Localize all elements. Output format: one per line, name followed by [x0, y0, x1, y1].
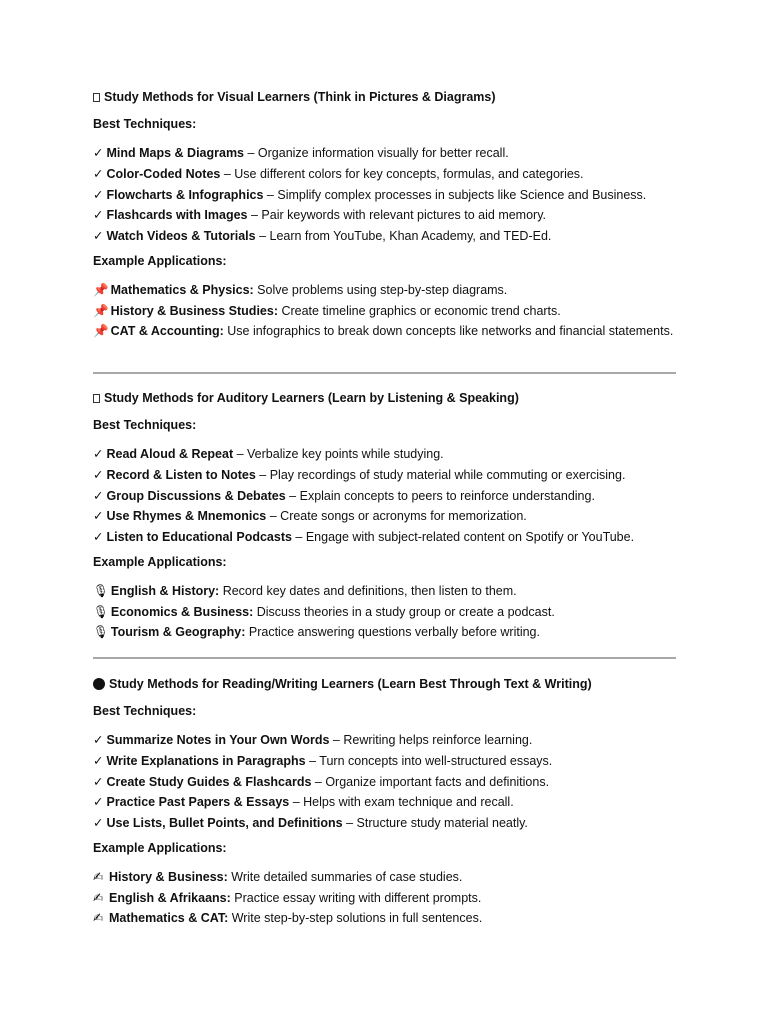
application-item: ✍ Mathematics & CAT: Write step-by-step solutions in full sentences. — [93, 909, 676, 927]
microphone-icon: 🎙 — [93, 604, 109, 619]
check-icon: ✓ — [93, 467, 104, 482]
application-item: ✍ English & Afrikaans: Practice essay writing with different prompts. — [93, 889, 676, 907]
application-item: 🎙 English & History: Record key dates and definitions, then listen to them. — [93, 582, 676, 600]
missing-glyph-icon — [93, 394, 100, 403]
check-icon: ✓ — [93, 795, 104, 810]
techniques-label: Best Techniques: — [93, 418, 197, 433]
technique-item: ✓ Flowcharts & Infographics – Simplify complex processes in subjects like Science and Business. — [93, 187, 647, 202]
check-icon: ✓ — [93, 815, 104, 830]
technique-item: ✓ Flashcards with Images – Pair keywords with relevant pictures to aid memory. — [93, 208, 547, 223]
applications-label: Example Applications: — [93, 253, 227, 268]
check-icon: ✓ — [93, 529, 104, 544]
technique-item: ✓ Write Explanations in Paragraphs – Turn concepts into well-structured essays. — [93, 753, 553, 768]
pushpin-icon: 📌 — [93, 303, 109, 318]
section-reading-writing — [93, 675, 676, 930]
check-icon: ✓ — [93, 228, 104, 243]
check-icon: ✓ — [93, 447, 104, 462]
check-icon: ✓ — [93, 509, 104, 524]
microphone-icon: 🎙 — [93, 584, 109, 598]
applications-list — [93, 582, 676, 641]
check-icon: ✓ — [93, 774, 104, 789]
applications-list — [93, 868, 676, 927]
technique-item: ✓ Color-Coded Notes – Use different colors for key concepts, formulas, and categories. — [93, 166, 584, 181]
section-heading: Study Methods for Visual Learners (Think in Pictures & Diagrams) — [93, 88, 676, 106]
technique-item: ✓ Use Lists, Bullet Points, and Definitions – Structure study material neatly. — [93, 815, 528, 830]
check-icon: ✓ — [93, 146, 104, 161]
application-item: 📌 Mathematics & Physics: Solve problems using step-by-step diagrams. — [93, 281, 676, 299]
writing-hand-icon: ✍ — [93, 911, 104, 926]
section-auditory — [93, 389, 676, 644]
techniques-list — [93, 144, 676, 245]
check-icon: ✓ — [93, 208, 104, 223]
section-heading: Study Methods for Auditory Learners (Learn by Listening & Speaking) — [93, 389, 676, 407]
technique-item: ✓ Watch Videos & Tutorials – Learn from YouTube, Khan Academy, and TED-Ed. — [93, 228, 552, 243]
techniques-label: Best Techniques: — [93, 704, 197, 719]
applications-label: Example Applications: — [93, 554, 227, 569]
application-item: 📌 CAT & Accounting: Use infographics to break down concepts like networks and financial statements. — [93, 322, 676, 340]
applications-list — [93, 281, 676, 340]
black-circle-icon — [93, 678, 105, 690]
writing-hand-icon: ✍ — [93, 890, 104, 905]
technique-item: ✓ Listen to Educational Podcasts – Engage with subject-related content on Spotify or YouTube. — [93, 529, 635, 544]
section-heading: Study Methods for Reading/Writing Learners (Learn Best Through Text & Writing) — [93, 675, 676, 693]
application-item: 🎙 Economics & Business: Discuss theories in a study group or create a podcast. — [93, 603, 676, 621]
technique-item: ✓ Group Discussions & Debates – Explain concepts to peers to reinforce understanding. — [93, 488, 595, 503]
pushpin-icon: 📌 — [93, 324, 109, 339]
application-item: 🎙 Tourism & Geography: Practice answering questions verbally before writing. — [93, 623, 676, 641]
check-icon: ✓ — [93, 733, 104, 748]
techniques-list — [93, 731, 676, 832]
application-item: ✍ History & Business: Write detailed summaries of case studies. — [93, 868, 676, 886]
writing-hand-icon: ✍ — [93, 870, 104, 884]
section-visual — [93, 88, 676, 343]
technique-item: ✓ Practice Past Papers & Essays – Helps with exam technique and recall. — [93, 795, 514, 810]
missing-glyph-icon — [93, 93, 100, 102]
check-icon: ✓ — [93, 753, 104, 768]
techniques-list — [93, 445, 676, 546]
pushpin-icon: 📌 — [93, 283, 109, 297]
technique-item: ✓ Use Rhymes & Mnemonics – Create songs or acronyms for memorization. — [93, 509, 527, 524]
technique-item: ✓ Mind Maps & Diagrams – Organize information visually for better recall. — [93, 146, 509, 161]
check-icon: ✓ — [93, 187, 104, 202]
check-icon: ✓ — [93, 488, 104, 503]
application-item: 📌 History & Business Studies: Create timeline graphics or economic trend charts. — [93, 302, 676, 320]
section-divider — [93, 657, 676, 659]
technique-item: ✓ Record & Listen to Notes – Play recordings of study material while commuting or exercising. — [93, 467, 626, 482]
technique-item: ✓ Read Aloud & Repeat – Verbalize key points while studying. — [93, 447, 444, 462]
microphone-icon: 🎙 — [93, 625, 109, 640]
applications-label: Example Applications: — [93, 840, 227, 855]
technique-item: ✓ Create Study Guides & Flashcards – Organize important facts and definitions. — [93, 774, 550, 789]
section-divider — [93, 372, 676, 374]
techniques-label: Best Techniques: — [93, 117, 197, 132]
technique-item: ✓ Summarize Notes in Your Own Words – Rewriting helps reinforce learning. — [93, 733, 533, 748]
check-icon: ✓ — [93, 166, 104, 181]
